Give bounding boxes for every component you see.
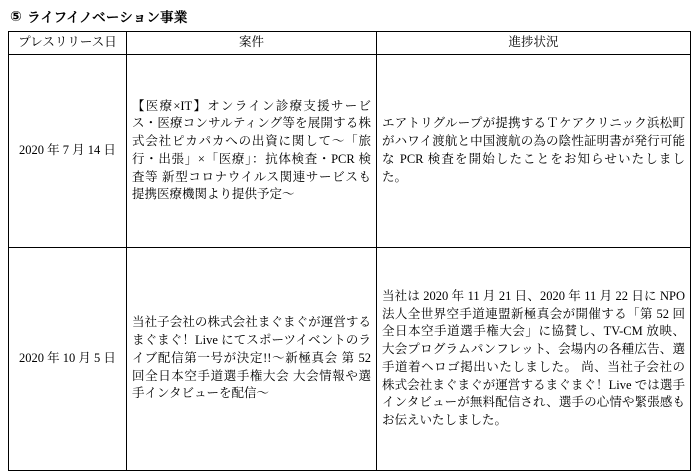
cell-status: 当社は 2020 年 11 月 21 日、2020 年 11 月 22 日に NPO 法人全世界空手道連盟新極真会が開催する「第 52 回全日本空手道選手権大会」に協賛し、TV-CM 放映、大会プログラムパンフレット、会場内の各種広告、選手道着ヘロゴ掲出いたしました。 尚、当社子会社の株式会社まぐまぐが運営するまぐまぐ！Live では選手インタビューが無料配信され、選手の心情や緊張感もお伝えいたしました。 (377, 247, 691, 470)
press-release-table (8, 31, 691, 471)
cell-status: エアトリグループが提携するＴケアクリニック浜松町がハワイ渡航と中国渡航の為の陰性証明書が発行可能な PCR 検査を開始したことをお知らせいたしました。 (377, 54, 691, 247)
section-number: ⑤ (10, 8, 23, 24)
cell-case: 当社子会社の株式会社まぐまぐが運営するまぐまぐ！Live にてスポーツイベントのライブ配信第一号が決定!!～新極真会 第 52 回全日本空手道選手権大会 大会情報や選手インタビューを配信～ (127, 247, 377, 470)
cell-case: 【医療×IT】オンライン診療支援サービス・医療コンサルティング等を展開する株式会社ピカパカへの出資に関して～「旅行・出張」×「医療」：抗体検査・PCR 検査等 新型コロナウイルス関連サービスも提携医療機関より提供予定～ (127, 54, 377, 247)
section-title: ライフイノベーション事業 (27, 10, 188, 25)
cell-date: 2020 年 7 月 14 日 (9, 54, 127, 247)
section-heading (10, 6, 692, 26)
column-header-date: プレスリリース日 (9, 32, 127, 55)
table-header-row (9, 32, 691, 55)
table-row (9, 247, 691, 470)
column-header-case: 案件 (127, 32, 377, 55)
table-row (9, 54, 691, 247)
column-header-status: 進捗状況 (377, 32, 691, 55)
cell-date: 2020 年 10 月 5 日 (9, 247, 127, 470)
